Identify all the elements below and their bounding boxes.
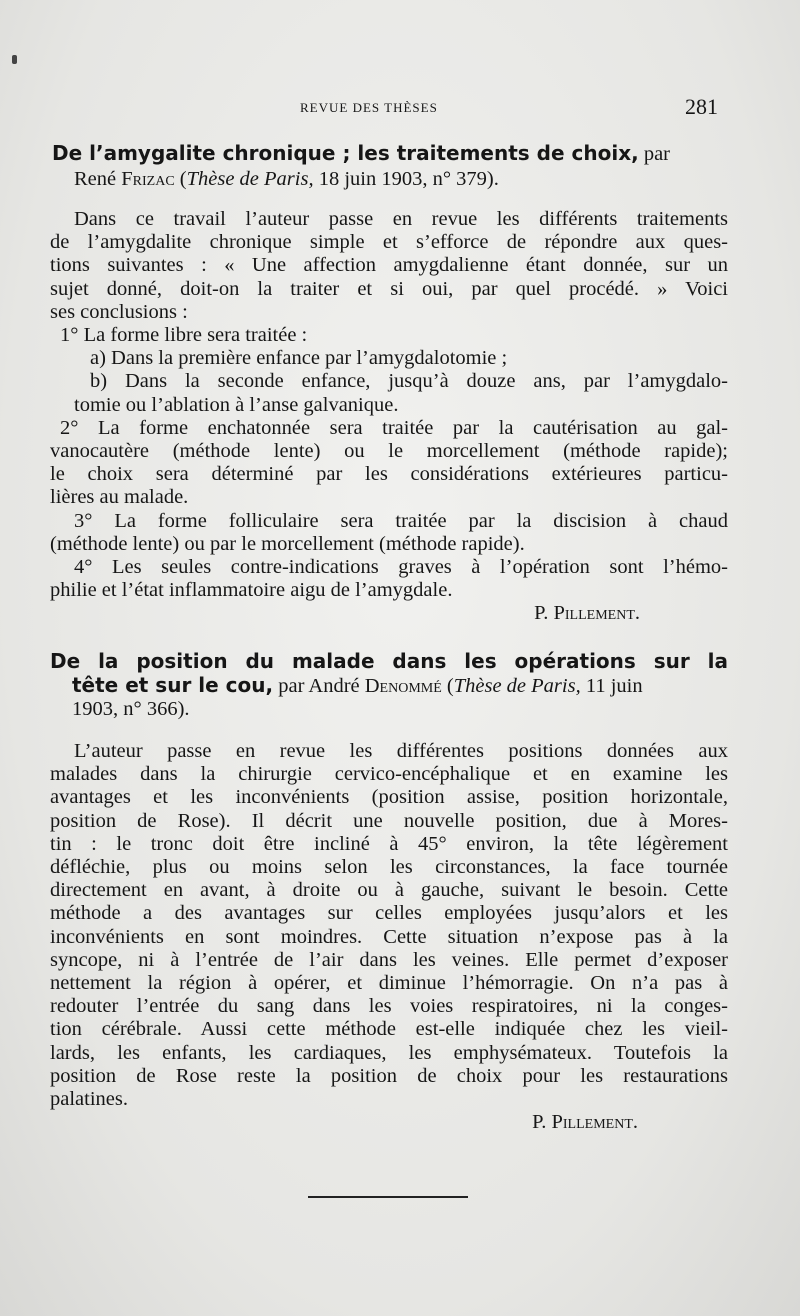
thesis-ref: Thèse de Paris, bbox=[453, 675, 581, 698]
section-divider bbox=[308, 1196, 468, 1198]
article2-title-line1: De la position du malade dans les opérations sur la bbox=[50, 649, 728, 673]
paragraph-line: (méthode lente) ou par le morcellement (méthode rapide). bbox=[50, 532, 525, 555]
paragraph-line: syncope, ni à l’entrée de l’air dans les veines. Elle permet d’exposer bbox=[50, 948, 728, 971]
list-item: 3° La forme folliculaire sera traitée par la discision à chaud bbox=[74, 509, 728, 532]
list-item: 4° Les seules contre-indications graves à l’opération sont l’hémo- bbox=[74, 556, 728, 579]
list-item: 2° La forme enchatonnée sera traitée par la cautérisation au gal- bbox=[60, 416, 728, 439]
author-name: Frizac bbox=[121, 168, 175, 191]
list-item: a) Dans la première enfance par l’amygdalotomie ; bbox=[90, 347, 508, 370]
article1-heading bbox=[50, 142, 728, 191]
ink-mark bbox=[12, 55, 17, 64]
article1-title-by: par bbox=[638, 143, 671, 165]
paragraph-line: le choix sera déterminé par les considérations extérieures particu- bbox=[50, 463, 728, 486]
paragraph-line: position de Rose). Il décrit une nouvelle position, due à Mores- bbox=[50, 809, 728, 832]
paragraph-line: méthode a des avantages sur celles employées jusqu’alors et les bbox=[50, 902, 728, 925]
paragraph-line: Dans ce travail l’auteur passe en revue les différents traitements bbox=[74, 208, 728, 230]
paragraph-line: défléchie, plus ou moins selon les circonstances, la face tournée bbox=[50, 856, 728, 879]
paragraph-line: palatines. bbox=[50, 1088, 128, 1111]
author-name: Denommé bbox=[364, 675, 442, 698]
paragraph-line: de l’amygdalite chronique simple et s’efforce de répondre aux ques- bbox=[50, 231, 728, 254]
paragraph-line: avantages et les inconvénients (position assise, position horizontale, bbox=[50, 786, 728, 809]
article2-title-line3: 1903, n° 366). bbox=[72, 698, 190, 721]
paragraph-line: ses conclusions : bbox=[50, 300, 188, 323]
paragraph-line: position de Rose reste la position de choix pour les restaurations bbox=[50, 1064, 728, 1087]
paragraph-line: tin : le tronc doit être incliné à 45° environ, la tête légèrement bbox=[50, 832, 728, 855]
article2-body bbox=[50, 740, 728, 1134]
running-title: REVUE DES THÈSES bbox=[300, 100, 438, 115]
paragraph-line: directement en avant, à droite ou à gauche, suivant le besoin. Cette bbox=[50, 879, 728, 902]
paragraph-line: malades dans la chirurgie cervico-encéphalique et en examine les bbox=[50, 763, 728, 786]
paragraph-line: lières au malade. bbox=[50, 486, 189, 509]
paragraph-line: philie et l’état inflammatoire aigu de l’amygdale. bbox=[50, 579, 453, 602]
article2-signature: P. Pillement. bbox=[532, 1111, 638, 1134]
list-item: 1° La forme libre sera traitée : bbox=[60, 324, 308, 347]
article2-title-line2: tête et sur le cou, par André Denommé (Thèse de Paris, 11 juin bbox=[72, 673, 643, 698]
thesis-ref: Thèse de Paris, bbox=[186, 168, 314, 191]
page-number: 281 bbox=[685, 94, 718, 119]
paragraph-line: tion cérébrale. Aussi cette méthode est-elle indiquée chez les vieil- bbox=[50, 1018, 728, 1041]
paragraph-line: lards, les enfants, les cardiaques, les emphysémateux. Toutefois la bbox=[50, 1041, 728, 1064]
list-item: tomie ou l’ablation à l’anse galvanique. bbox=[74, 393, 399, 416]
article1-title: De l’amygalite chronique ; les traitements de choix, bbox=[52, 141, 639, 165]
paragraph-line: redouter l’entrée du sang dans les voies respiratoires, ni la conges- bbox=[50, 995, 728, 1018]
paragraph-line: L’auteur passe en revue les différentes positions données aux bbox=[74, 740, 728, 762]
article1-signature: P. Pillement. bbox=[534, 602, 640, 625]
page-header bbox=[0, 94, 800, 124]
paragraph-line: sujet donné, doit-on la traiter et si oui, par quel procédé. » Voici bbox=[50, 277, 728, 300]
list-item: b) Dans la seconde enfance, jusqu’à douze ans, par l’amygdalo- bbox=[90, 370, 728, 393]
article2-heading bbox=[50, 650, 728, 722]
paragraph-line: tions suivantes : « Une affection amygdalienne étant donnée, sur un bbox=[50, 254, 728, 277]
article1-body bbox=[50, 208, 728, 626]
paragraph-line: vanocautère (méthode lente) ou le morcellement (méthode rapide); bbox=[50, 440, 728, 463]
article1-author-line: René Frizac (Thèse de Paris, 18 juin 1903, n° 379). bbox=[74, 168, 499, 191]
paragraph-line: inconvénients en sont moindres. Cette situation n’expose pas à la bbox=[50, 925, 728, 948]
paragraph-line: nettement la région à opérer, et diminue l’hémorragie. On n’a pas à bbox=[50, 972, 728, 995]
